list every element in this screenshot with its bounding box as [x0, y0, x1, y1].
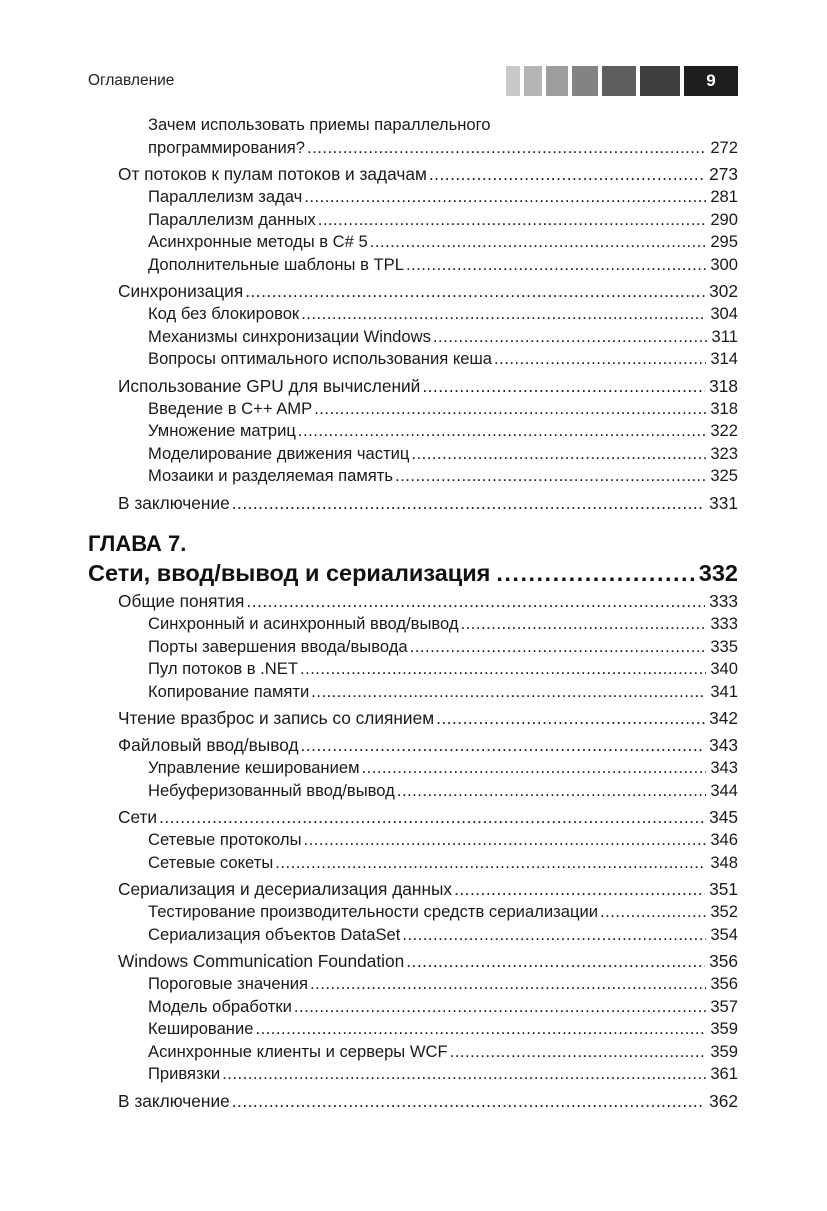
- toc-entry-page: 311: [711, 326, 738, 346]
- toc-entry-page: 323: [710, 443, 738, 463]
- toc-entry[interactable]: [118, 280, 738, 303]
- toc-entry-page: 300: [710, 254, 738, 274]
- toc-entry[interactable]: [118, 973, 738, 996]
- leader-dots: [436, 707, 705, 730]
- leader-dots: [298, 420, 706, 443]
- toc-entry-title: Сетевые протоколы: [148, 830, 302, 849]
- toc-entry-page: 343: [710, 758, 738, 777]
- toc-entry[interactable]: [118, 658, 738, 681]
- toc-entry[interactable]: [118, 231, 738, 254]
- toc-entry-page: 361: [710, 1064, 738, 1083]
- toc-entry-title: Копирование памяти: [148, 681, 310, 701]
- toc-entry[interactable]: [118, 465, 738, 488]
- header-bar-block: [524, 66, 542, 96]
- toc-entry-page: 356: [710, 974, 738, 993]
- toc-entry-page: 356: [709, 951, 738, 971]
- leader-dots: [600, 901, 706, 924]
- toc-entry[interactable]: [118, 707, 738, 730]
- toc-entry-title: Тестирование производительности средств сериализации: [148, 902, 599, 921]
- toc-section-before-chapter: [118, 114, 738, 515]
- toc-entry[interactable]: [118, 326, 738, 349]
- toc-entry[interactable]: [118, 901, 738, 924]
- toc-entry[interactable]: [118, 209, 738, 232]
- leader-dots: [294, 996, 706, 1019]
- toc-entry-title: Моделирование движения частиц: [148, 443, 410, 463]
- toc-entry-title: Порты завершения ввода/вывода: [148, 636, 408, 656]
- toc-entry[interactable]: [118, 398, 738, 421]
- toc-entry-page: 357: [710, 996, 738, 1016]
- toc-entry-title: Параллелизм задач: [148, 187, 303, 206]
- toc-entry[interactable]: [118, 1018, 738, 1041]
- toc-entry-title: Сети: [118, 807, 158, 827]
- toc-entry-title: Общие понятия: [118, 591, 245, 611]
- toc-entry[interactable]: [118, 375, 738, 398]
- toc-entry[interactable]: [118, 806, 738, 829]
- leader-dots: [275, 852, 706, 875]
- header-bar-block: [602, 66, 636, 96]
- toc-entry[interactable]: [118, 613, 738, 636]
- toc-entry-page: 273: [709, 164, 738, 184]
- leader-dots: [222, 1063, 706, 1086]
- leader-dots: [406, 950, 705, 973]
- toc-entry-title: Файловый ввод/вывод: [118, 735, 299, 755]
- toc-entry[interactable]: [118, 852, 738, 875]
- toc-entry[interactable]: [118, 924, 738, 947]
- toc-entry-title: Пул потоков в .NET: [148, 659, 298, 678]
- toc-entry-page: 351: [709, 879, 738, 899]
- toc-entry-page: 290: [710, 209, 738, 229]
- leader-dots: [454, 878, 705, 901]
- leader-dots: [494, 348, 706, 371]
- toc-entry-title: Введение в C++ AMP: [148, 398, 313, 418]
- toc-entry[interactable]: [118, 681, 738, 704]
- toc-entry-title: Асинхронные методы в C# 5: [148, 232, 368, 251]
- toc-entry[interactable]: [118, 1090, 738, 1113]
- leader-dots: [246, 590, 705, 613]
- chapter-heading[interactable]: [88, 560, 738, 587]
- leader-dots: [301, 734, 706, 757]
- leader-dots: [300, 658, 706, 681]
- toc-entry-page: 362: [709, 1090, 738, 1111]
- header-bar-block: [546, 66, 568, 96]
- leader-dots: [232, 492, 705, 515]
- leader-dots: [410, 636, 707, 659]
- leader-dots: [461, 613, 707, 636]
- toc-entry[interactable]: [118, 1063, 738, 1086]
- toc-entry-page: 333: [710, 614, 738, 633]
- leader-dots: [232, 1090, 705, 1113]
- toc-entry-title: В заключение: [118, 1090, 230, 1111]
- toc-entry-title: Кеширование: [148, 1019, 254, 1038]
- toc-entry-page: 318: [710, 398, 738, 418]
- toc-entry-page: 322: [710, 421, 738, 440]
- toc-entry[interactable]: [118, 443, 738, 466]
- toc-entry[interactable]: [118, 996, 738, 1019]
- running-header: [88, 66, 738, 96]
- toc-entry-title: Асинхронные клиенты и серверы WCF: [148, 1041, 448, 1061]
- toc-entry[interactable]: [118, 303, 738, 326]
- leader-dots: [411, 443, 706, 466]
- leader-dots: [397, 780, 706, 803]
- toc-entry-title: Сериализация объектов DataSet: [148, 924, 401, 944]
- leader-dots: [422, 375, 705, 398]
- toc-entry-page: 340: [710, 659, 738, 678]
- toc-entry-title: Дополнительные шаблоны в TPL: [148, 254, 404, 274]
- toc-entry-title: Мозаики и разделяемая память: [148, 466, 394, 485]
- toc-entry-page: 318: [709, 375, 738, 396]
- toc-entry-title: Привязки: [148, 1064, 221, 1083]
- toc-entry[interactable]: [118, 492, 738, 515]
- leader-dots: [450, 1041, 707, 1064]
- toc-entry-page: 302: [709, 281, 738, 301]
- toc-entry-title: Сетевые сокеты: [148, 852, 274, 872]
- toc-entry-title-cont: программирования?: [148, 137, 306, 157]
- leader-dots: [301, 303, 706, 326]
- page-number: 9: [684, 66, 738, 96]
- leader-dots: [159, 806, 705, 829]
- toc-entry-page: 333: [709, 591, 738, 611]
- toc-entry-page: 354: [710, 924, 738, 944]
- header-bar-block: [640, 66, 680, 96]
- toc-entry-page: 344: [710, 780, 738, 800]
- leader-dots: [310, 973, 706, 996]
- leader-dots: [304, 829, 707, 852]
- toc-entry[interactable]: [118, 348, 738, 371]
- toc-entry-page: 352: [710, 902, 738, 921]
- toc-entry-page: 346: [710, 830, 738, 849]
- toc-entry[interactable]: [118, 829, 738, 852]
- toc-entry-title: Синхронный и асинхронный ввод/вывод: [148, 614, 459, 633]
- toc-entry[interactable]: [118, 950, 738, 973]
- toc-entry-title: Умножение матриц: [148, 421, 296, 440]
- toc-entry-page: 341: [710, 681, 738, 701]
- toc-entry-page: 342: [709, 708, 738, 728]
- toc-entry-title: Вопросы оптимального использования кеша: [148, 349, 493, 368]
- toc-entry-page: 331: [709, 492, 738, 513]
- toc-entry-title: Механизмы синхронизации Windows: [148, 326, 431, 346]
- leader-dots: [370, 231, 707, 254]
- toc-entry-title: Синхронизация: [118, 281, 244, 301]
- toc-entry-title: Windows Communication Foundation: [118, 951, 405, 971]
- leader-dots: [311, 681, 706, 704]
- toc-entry-page: 345: [709, 807, 738, 827]
- toc-entry[interactable]: [118, 734, 738, 757]
- leader-dots: [318, 209, 707, 232]
- leader-dots: [304, 186, 706, 209]
- toc-entry[interactable]: [118, 757, 738, 780]
- toc-entry[interactable]: [118, 186, 738, 209]
- leader-dots: [314, 398, 706, 421]
- toc-entry[interactable]: [118, 420, 738, 443]
- toc-entry-title: От потоков к пулам потоков и задачам: [118, 164, 427, 184]
- toc-entry-page: 295: [710, 232, 738, 251]
- leader-dots: [362, 757, 707, 780]
- leader-dots: [429, 163, 705, 186]
- leader-dots: [433, 326, 708, 349]
- toc-entry[interactable]: [118, 590, 738, 613]
- toc-entry[interactable]: [118, 780, 738, 803]
- leader-dots: [402, 924, 706, 947]
- chapter-title: Сети, ввод/вывод и сериализация: [88, 560, 491, 586]
- toc-entry-title: Параллелизм данных: [148, 209, 316, 229]
- toc-entry-page: 272: [710, 137, 738, 157]
- toc-entry-title: Зачем использовать приемы параллельного: [148, 115, 491, 134]
- toc-entry-title: Использование GPU для вычислений: [118, 375, 421, 396]
- chapter-page: 332: [698, 560, 738, 586]
- toc-entry-title: Чтение вразброс и запись со слиянием: [118, 708, 435, 728]
- toc-entry[interactable]: [118, 114, 738, 159]
- toc-entry-page: 343: [709, 735, 738, 755]
- toc-entry[interactable]: [118, 163, 738, 186]
- toc-entry[interactable]: [118, 1041, 738, 1064]
- running-header-title: Оглавление: [88, 72, 175, 89]
- toc-entry-page: 359: [710, 1041, 738, 1061]
- toc-entry-page: 281: [710, 187, 738, 206]
- leader-dots: [496, 560, 694, 587]
- header-bar-block: [506, 66, 520, 96]
- toc-entry-page: 348: [710, 852, 738, 872]
- leader-dots: [255, 1018, 706, 1041]
- toc-entry[interactable]: [118, 254, 738, 277]
- toc-entry-title: Пороговые значения: [148, 974, 309, 993]
- toc-entry-title: Код без блокировок: [148, 304, 300, 323]
- leader-dots: [406, 254, 706, 277]
- header-gradient-bar: [502, 66, 738, 96]
- toc-entry-title: Управление кешированием: [148, 758, 360, 777]
- chapter-label: ГЛАВА 7.: [88, 531, 187, 556]
- toc-entry[interactable]: [118, 878, 738, 901]
- header-bar-block: [572, 66, 598, 96]
- toc-entry[interactable]: [118, 636, 738, 659]
- toc-section-chapter-7: [118, 590, 738, 1113]
- leader-dots: [307, 137, 706, 160]
- toc-entry-page: 314: [710, 349, 738, 368]
- toc-entry-page: 359: [710, 1019, 738, 1038]
- toc-entry-title: Модель обработки: [148, 996, 292, 1016]
- toc-entry-page: 335: [710, 636, 738, 656]
- leader-dots: [395, 465, 706, 488]
- toc-entry-title: Небуферизованный ввод/вывод: [148, 780, 395, 800]
- toc-entry-page: 325: [710, 466, 738, 485]
- leader-dots: [245, 280, 705, 303]
- toc-entry-page: 304: [710, 304, 738, 323]
- toc-entry-title: В заключение: [118, 492, 230, 513]
- toc-entry-title: Сериализация и десериализация данных: [118, 879, 453, 899]
